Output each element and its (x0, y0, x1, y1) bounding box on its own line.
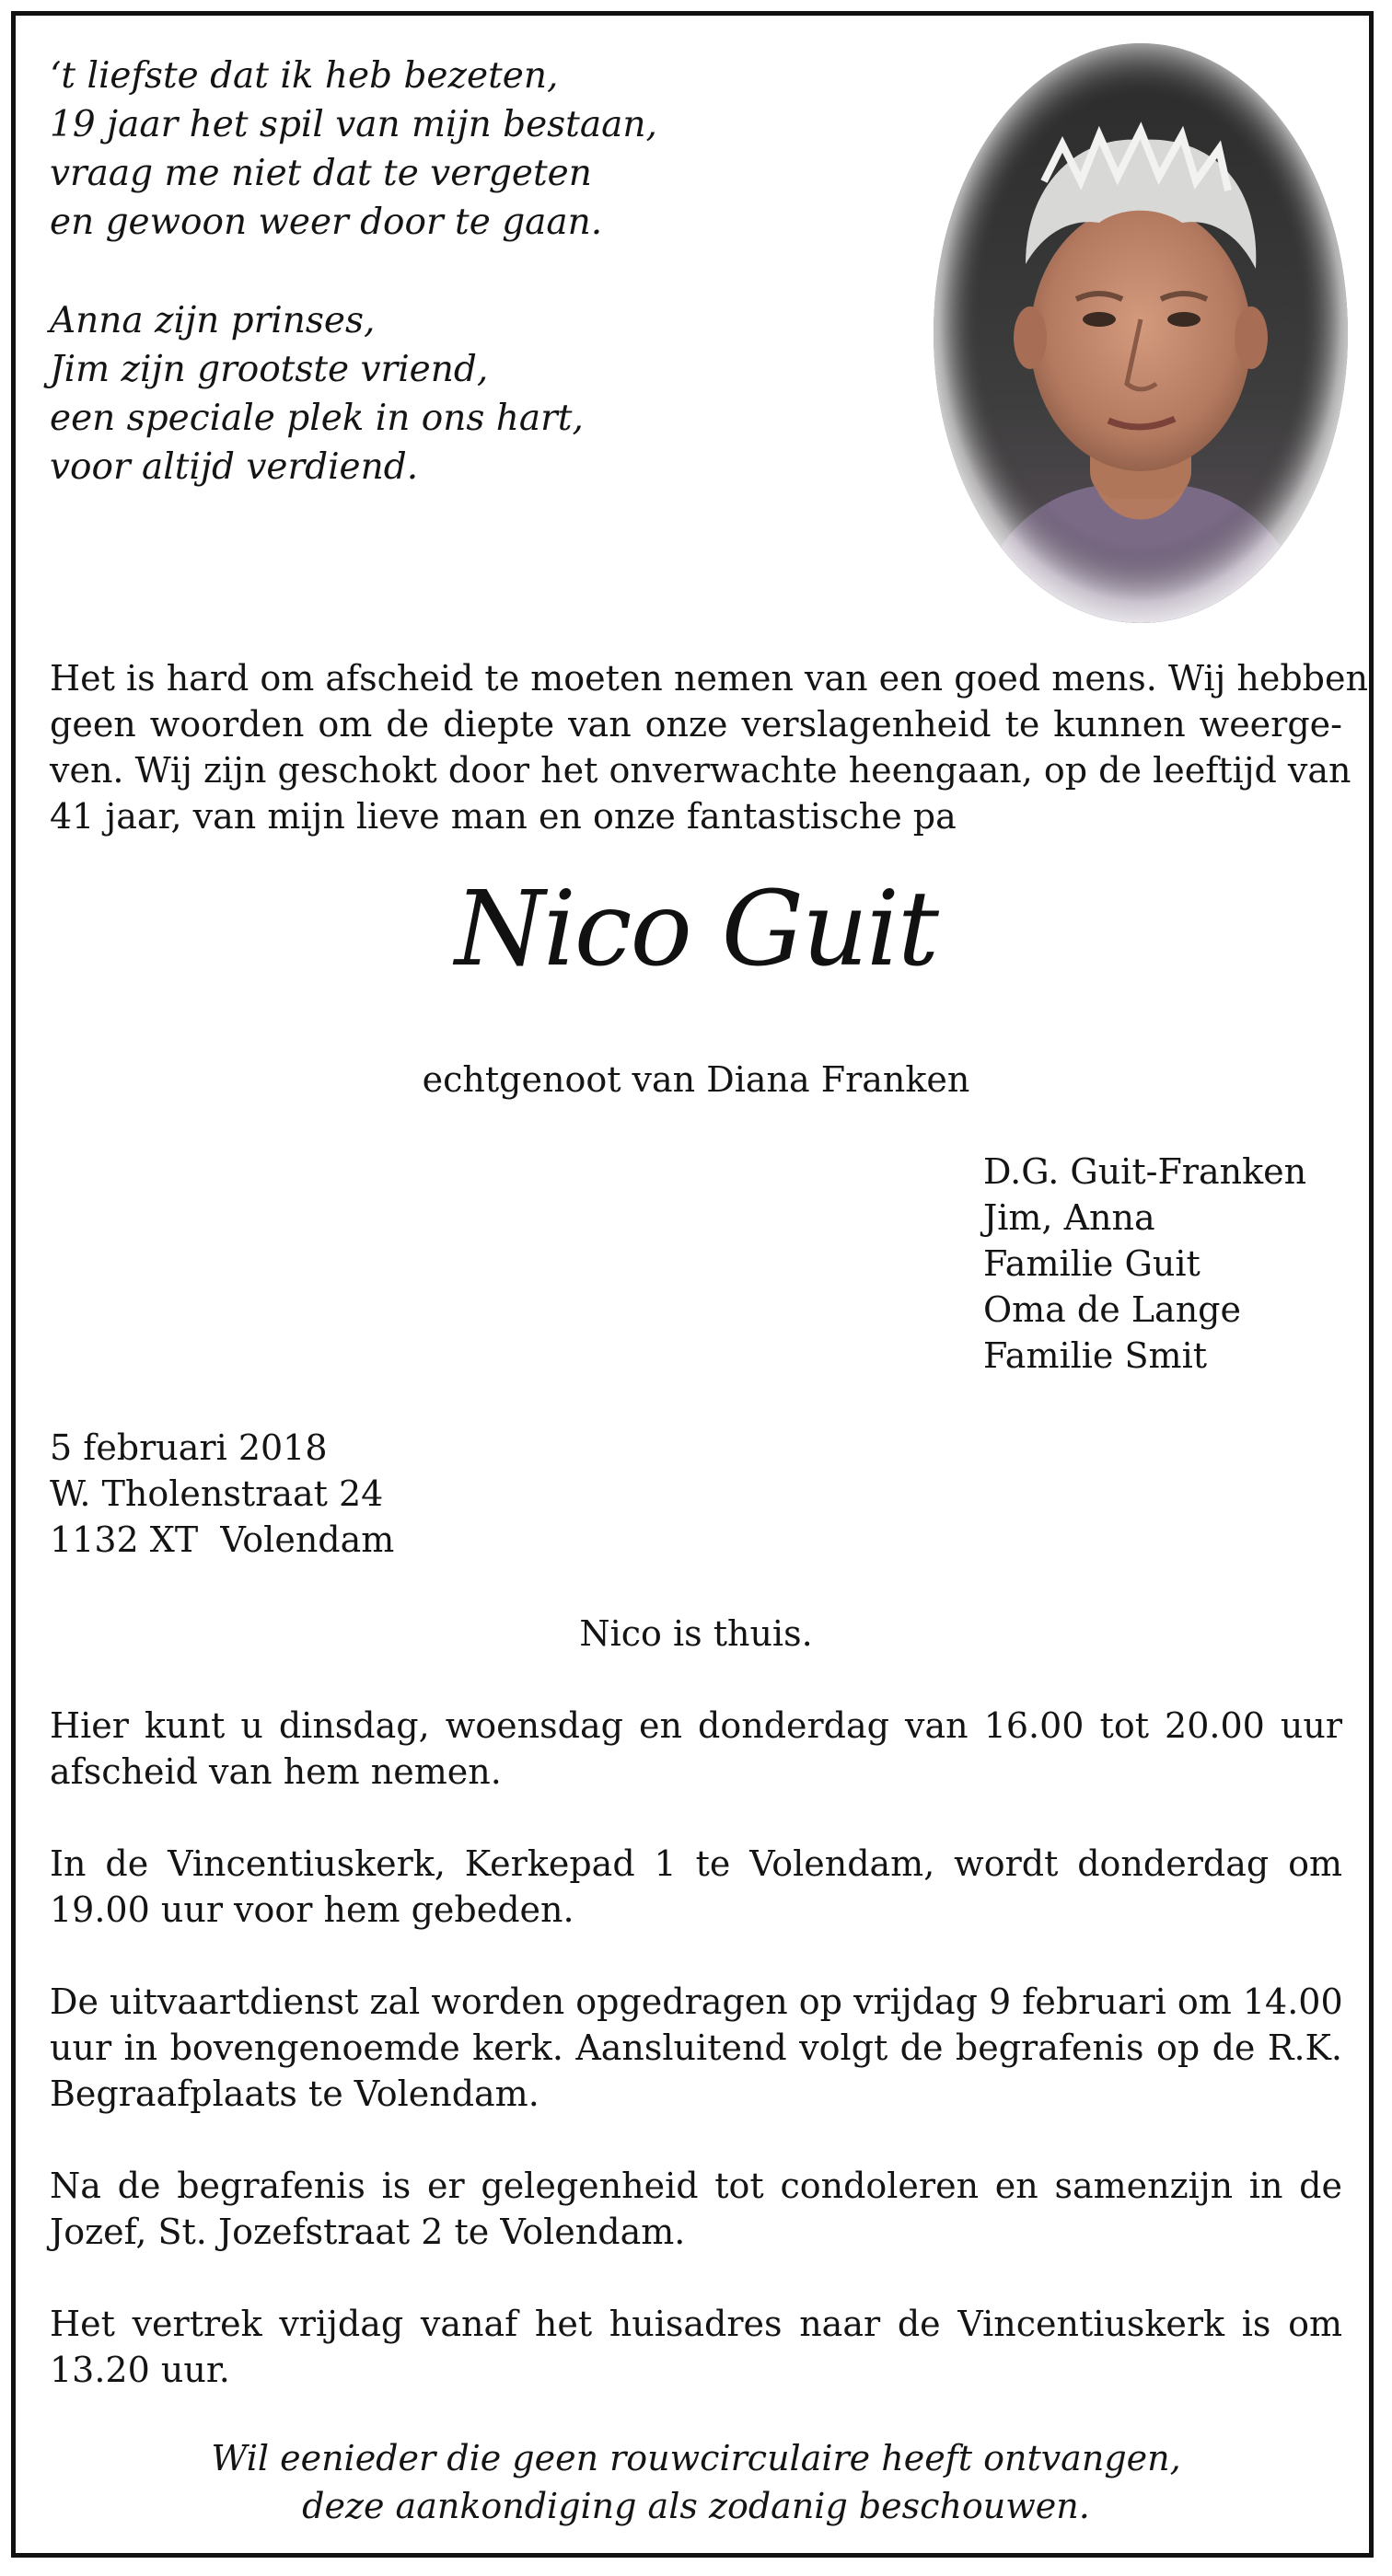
poem-stanza-1 (50, 52, 878, 247)
family-member: D.G. Guit-Franken (983, 1151, 1307, 1192)
street-address: W. Tholenstraat 24 (50, 1473, 384, 1514)
family-member: Jim, Anna (983, 1197, 1155, 1238)
prayer-notice (50, 1841, 1342, 1933)
notice-line: uur in bovengenoemde kerk. Aansluitend volgt de begrafenis op de R.K. (50, 2027, 1342, 2068)
notice-line: afscheid van hem nemen. (50, 1751, 502, 1792)
notice-line: De uitvaartdienst zal worden opgedragen op vrijdag 9 februari om 14.00 (50, 1981, 1343, 2022)
poem-line: 19 jaar het spil van mijn bestaan, (50, 104, 657, 145)
poem-stanza-2 (50, 296, 878, 491)
date: 5 februari 2018 (50, 1427, 328, 1468)
date-address-block (50, 1425, 394, 1563)
family-list (983, 1149, 1306, 1379)
notice-line: Hier kunt u dinsdag, woensdag en donderdag van 16.00 tot 20.00 uur (50, 1705, 1342, 1746)
poem-line: Anna zijn prinses, (50, 300, 376, 341)
notice-line: In de Vincentiuskerk, Kerkepad 1 te Volendam, wordt donderdag om (50, 1843, 1342, 1884)
postal-city: 1132 XT Volendam (50, 1519, 395, 1560)
condolence-notice (50, 2163, 1342, 2255)
poem-line: en gewoon weer door te gaan. (50, 202, 603, 243)
intro-line: 41 jaar, van mijn lieve man en onze fantastische pa (50, 796, 957, 837)
funeral-notice (50, 1979, 1342, 2117)
family-member: Familie Smit (983, 1335, 1207, 1376)
intro-line: geen woorden om de diepte van onze verslagenheid te kunnen weerge- (50, 704, 1342, 745)
at-home-line: Nico is thuis. (579, 1613, 813, 1654)
poem-line: ‘t liefste dat ik heb bezeten, (50, 55, 559, 97)
notice-line: 13.20 uur. (50, 2350, 230, 2390)
visiting-notice (50, 1703, 1342, 1795)
closing-line: Wil eenieder die geen rouwcirculaire heeft ontvangen, (211, 2438, 1181, 2478)
poem-line: Jim zijn grootste vriend, (50, 349, 489, 390)
notice-line: 19.00 uur voor hem gebeden. (50, 1889, 574, 1930)
intro-line: Het is hard om afscheid te moeten nemen van een goed mens. Wij hebben (50, 658, 1368, 699)
poem-line: een speciale plek in ons hart, (50, 398, 584, 439)
departure-notice (50, 2301, 1342, 2393)
intro-paragraph (50, 655, 1368, 839)
notice-line: Het vertrek vrijdag vanaf het huisadres naar de Vincentiuskerk is om (50, 2304, 1342, 2344)
closing-note (0, 2434, 1392, 2530)
family-member: Familie Guit (983, 1243, 1201, 1284)
portrait-photo (934, 43, 1348, 623)
family-member: Oma de Lange (983, 1289, 1241, 1330)
notice-line: Begraafplaats te Volendam. (50, 2074, 539, 2114)
poem-line: vraag me niet dat te vergeten (50, 153, 592, 194)
spouse-line: echtgenoot van Diana Franken (422, 1059, 970, 1100)
notice-line: Na de begrafenis is er gelegenheid tot condoleren en samenzijn in de (50, 2166, 1342, 2206)
portrait-illustration (934, 43, 1348, 623)
closing-line: deze aankondiging als zodanig beschouwen. (302, 2486, 1090, 2526)
deceased-name: Nico Guit (454, 870, 937, 989)
notice-line: Jozef, St. Jozefstraat 2 te Volendam. (50, 2212, 686, 2252)
intro-line: ven. Wij zijn geschokt door het onverwachte heengaan, op de leeftijd van (50, 750, 1351, 791)
poem-line: voor altijd verdiend. (50, 446, 419, 488)
